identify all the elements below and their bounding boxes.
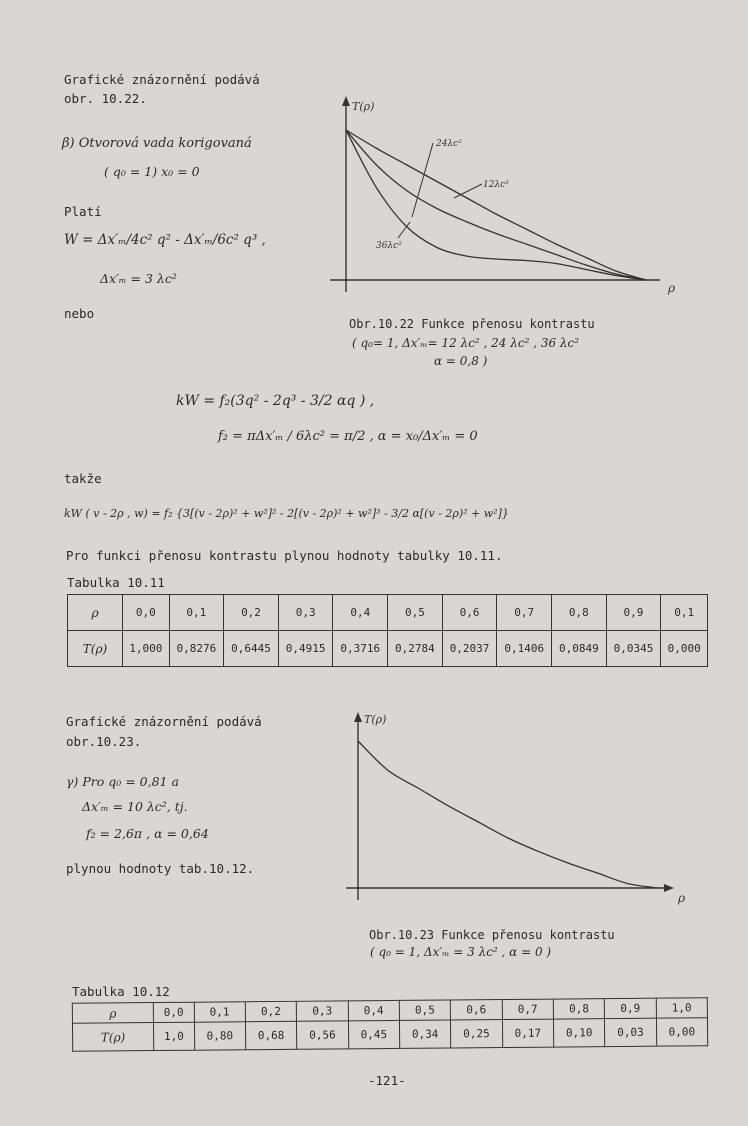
table12-cell: 1,0 [656, 998, 708, 1018]
fig22-curve-1 [346, 130, 646, 280]
fig22-label-12: 12λc² [483, 180, 509, 190]
table12-cell: 0,17 [502, 1019, 554, 1047]
plati-label: Platí [64, 204, 102, 219]
table11-cell: 0,3716 [333, 631, 388, 667]
table11-cell: 0,3 [278, 595, 333, 631]
fig22-pointer-24 [412, 143, 433, 217]
beta-params: ( q₀ = 1) x₀ = 0 [104, 164, 200, 179]
table12-cell: 0,8 [553, 999, 605, 1019]
nebo-label: nebo [64, 306, 95, 321]
table12-cell: 0,3 [297, 1001, 349, 1021]
table12-cell: 0,45 [348, 1020, 400, 1048]
table11-cell: 0,2 [224, 595, 279, 631]
table12-row-label: ρ [72, 1003, 153, 1024]
fig22-label-24: 24λc² [436, 139, 462, 149]
fig23-x-arrow [664, 884, 674, 892]
table11-row-label: ρ [68, 595, 123, 631]
fig23-curve-1 [358, 741, 658, 888]
table11-cell: 0,8 [552, 595, 607, 631]
table12-row-label: T(ρ) [72, 1023, 153, 1052]
table11-cell: 1,000 [123, 631, 170, 667]
fig22-xlabel: ρ [668, 281, 676, 295]
fig22-caption-line1: Obr.10.22 Funkce přenosu kontrastu [349, 317, 595, 331]
fig22-curve-2 [346, 130, 646, 280]
table12-cell: 0,68 [245, 1021, 297, 1049]
fig22-ylabel: T(ρ) [352, 100, 375, 113]
table11-cell: 0,4915 [278, 631, 333, 667]
fig23-xlabel: ρ [678, 891, 686, 905]
fig23-caption-line1: Obr.10.23 Funkce přenosu kontrastu [369, 928, 615, 942]
fig22-label-36: 36λc² [376, 241, 402, 251]
fig23-caption-line2: ( q₀ = 1, Δx′ₘ = 3 λc² , α = 0 ) [370, 945, 552, 959]
beta-heading: β) Otvorová vada korigovaná [62, 136, 252, 151]
table12-cell: 0,34 [399, 1020, 451, 1048]
table11-cell: 0,9 [606, 595, 661, 631]
table12-row-t [72, 1018, 707, 1052]
table12-cell: 0,5 [399, 1000, 451, 1020]
intro1-line1: Grafické znázornění podává [64, 72, 260, 87]
table11-cell: 0,6445 [224, 631, 279, 667]
fig23-axes [346, 712, 685, 905]
table11-row-rho [68, 595, 708, 631]
table11-cell: 0,8276 [169, 631, 224, 667]
equation-f2: f₂ = πΔx′ₘ / 6λc² = π/2 , α = x₀/Δx′ₘ = 0 [218, 429, 478, 444]
table12-cell: 0,1 [194, 1002, 246, 1022]
fig22-pointer-12 [454, 184, 482, 198]
figure-10-23-plot [340, 708, 710, 908]
intro2-line1: Grafické znázornění podává [66, 714, 262, 729]
formula-dx: Δx′ₘ = 3 λc² [100, 271, 177, 286]
fig22-curves [346, 130, 646, 280]
table12-cell: 1,0 [153, 1022, 194, 1050]
table11-cell: 0,1406 [497, 631, 552, 667]
table11-cell: 0,7 [497, 595, 552, 631]
fig23-ylabel: T(ρ) [364, 713, 387, 726]
gamma-line3: f₂ = 2,6π , α = 0,64 [86, 826, 209, 841]
equation-kw: kW = f₂(3q² - 2q³ - 3/2 αq ) , [176, 393, 375, 409]
table12-cell: 0,6 [451, 1000, 503, 1020]
table12-cell: 0,03 [605, 1018, 657, 1046]
page-number: -121- [368, 1073, 406, 1088]
table11-row-label: T(ρ) [68, 631, 123, 667]
table11-cell: 0,0849 [552, 631, 607, 667]
table11-cell: 0,0 [123, 595, 170, 631]
table12-cell: 0,25 [451, 1020, 503, 1048]
table11-label: Tabulka 10.11 [67, 575, 165, 590]
table11-cell: 0,1 [169, 595, 224, 631]
table11-cell: 0,0345 [606, 631, 661, 667]
table12-cell: 0,9 [605, 998, 657, 1018]
equation-long: kW ( v - 2ρ , w) = f₂ {3[(v - 2ρ)² + w²]² - 2[(v - 2ρ)² + w²]³ - 3/2 α[(v - 2ρ)² + w²]} [64, 507, 509, 520]
fig22-y-arrow [342, 96, 350, 106]
fig22-curve-3 [346, 130, 646, 280]
table12-cell: 0,56 [297, 1021, 349, 1049]
plynou-text: plynou hodnoty tab.10.12. [66, 861, 255, 876]
fig22-caption-line3: α = 0,8 ) [434, 354, 488, 368]
table12-cell: 0,4 [348, 1000, 400, 1020]
table12-cell: 0,7 [502, 999, 554, 1019]
gamma-line1: γ) Pro q₀ = 0,81 a [66, 774, 179, 789]
table-10-11 [67, 594, 708, 667]
table11-cell: 0,4 [333, 595, 388, 631]
intro2-line2: obr.10.23. [66, 734, 142, 749]
table12-label: Tabulka 10.12 [72, 984, 170, 999]
table-10-12 [72, 997, 708, 1052]
fig22-annotations [376, 139, 509, 251]
pro-funkci-text: Pro funkci přenosu kontrastu plynou hodnoty tabulky 10.11. [66, 548, 503, 563]
table11-cell: 0,000 [661, 631, 708, 667]
table12-cell: 0,2 [245, 1001, 297, 1021]
fig23-curves [358, 741, 658, 888]
table12-cell: 0,0 [153, 1002, 194, 1022]
fig23-y-arrow [354, 712, 362, 722]
table11-cell: 0,6 [442, 595, 497, 631]
table12-cell: 0,10 [553, 1019, 605, 1047]
takze-label: takže [64, 471, 102, 486]
table11-row-t [68, 631, 708, 667]
table11-cell: 0,2037 [442, 631, 497, 667]
figure-10-22-plot [320, 92, 700, 300]
table11-cell: 0,5 [388, 595, 443, 631]
formula-w: W = Δx′ₘ/4c² q² - Δx′ₘ/6c² q³ , [64, 232, 266, 248]
intro1-line2: obr. 10.22. [64, 91, 147, 106]
table11-cell: 0,2784 [388, 631, 443, 667]
table12-cell: 0,80 [194, 1022, 246, 1050]
table12-cell: 0,00 [656, 1018, 708, 1046]
fig22-caption-line2: ( q₀= 1, Δx′ₘ= 12 λc² , 24 λc² , 36 λc² [352, 336, 580, 350]
table11-cell: 0,1 [661, 595, 708, 631]
gamma-line2: Δx′ₘ = 10 λc², tj. [82, 799, 188, 814]
